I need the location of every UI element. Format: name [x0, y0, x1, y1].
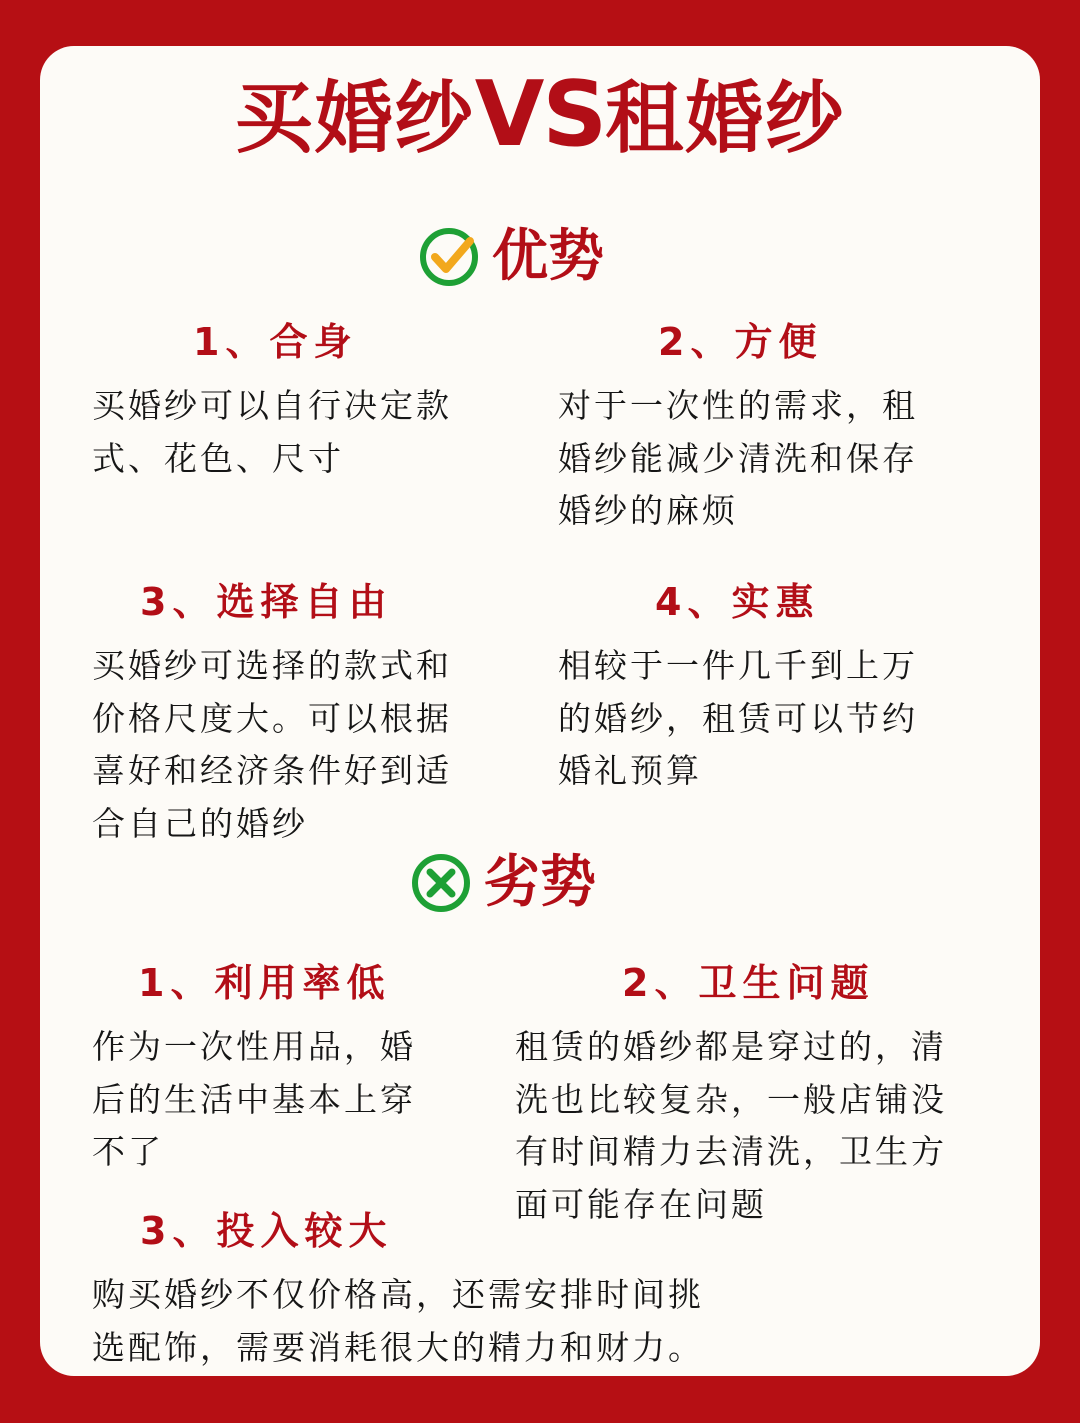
title-buy: 买婚纱 [234, 74, 475, 164]
disadvantage-2-title: 2、卫生问题 [622, 961, 875, 1005]
advantage-2-body: 对于一次性的需求，租婚纱能减少清洗和保存婚纱的麻烦 [558, 386, 918, 530]
advantages-heading [418, 226, 604, 288]
advantage-4-title: 4、实惠 [655, 580, 820, 624]
advantage-1-body: 买婚纱可以自行决定款式、花色、尺寸 [92, 386, 452, 478]
disadvantages-heading [410, 852, 596, 914]
disadvantage-1-body: 作为一次性用品，婚后的生活中基本上穿不了 [92, 1027, 416, 1171]
title-rent: 租婚纱 [605, 74, 846, 164]
disadvantage-1-title: 1、利用率低 [138, 961, 391, 1005]
disadvantage-3-title: 3、投入较大 [140, 1209, 393, 1253]
disadvantages-heading-label: 劣势 [484, 850, 596, 915]
x-circle-icon [410, 852, 472, 914]
advantage-2-title: 2、方便 [658, 320, 823, 364]
advantage-4-body: 相较于一件几千到上万的婚纱，租赁可以节约婚礼预算 [558, 646, 918, 790]
disadvantage-3-body: 购买婚纱不仅价格高，还需安排时间挑选配饰，需要消耗很大的精力和财力。 [92, 1275, 704, 1367]
check-circle-icon [418, 226, 480, 288]
page-title [0, 62, 1080, 167]
advantage-3-body: 买婚纱可选择的款式和价格尺度大。可以根据喜好和经济条件好到适合自己的婚纱 [92, 646, 452, 843]
advantages-heading-label: 优势 [492, 224, 604, 289]
title-vs: VS [474, 62, 606, 167]
advantage-3-title: 3、选择自由 [140, 580, 393, 624]
disadvantage-2-body: 租赁的婚纱都是穿过的，清洗也比较复杂，一般店铺没有时间精力去清洗，卫生方面可能存在问题 [515, 1027, 947, 1224]
advantage-1-title: 1、合身 [193, 320, 358, 364]
